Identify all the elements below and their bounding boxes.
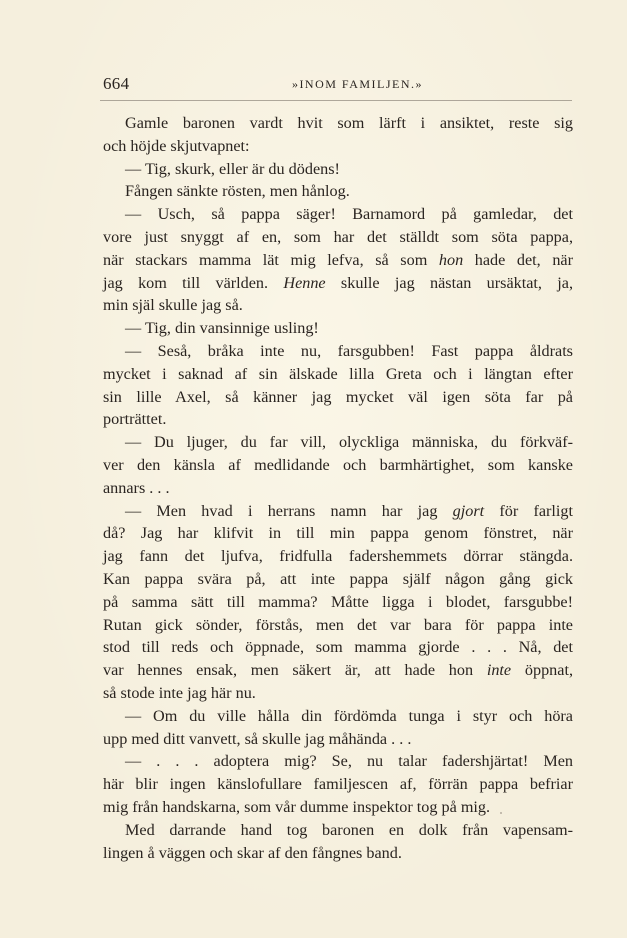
- header-rule: [100, 100, 572, 101]
- text-segment: hade det, när: [463, 250, 573, 269]
- text-line: Kan pappa svära på, att inte pappa själf någon gång gick: [103, 569, 573, 588]
- text-line: — Usch, så pappa säger! Barnamord på gamledar, det: [125, 205, 573, 224]
- text-line: jag fann det ljufva, fridfulla fadershemmets dörrar stängda.: [103, 547, 573, 566]
- text-line: Fången sänkte rösten, men hånlog.: [125, 182, 350, 201]
- page-number: 664: [103, 74, 130, 93]
- body-text: [103, 112, 573, 864]
- text-segment: öppnat,: [511, 661, 573, 680]
- text-line: — Om du ville hålla din fördömda tunga i styr och höra: [125, 706, 573, 725]
- text-line: — . . . adoptera mig? Se, nu talar fadershjärtat! Men: [125, 752, 573, 771]
- emphasized-word: hon: [438, 250, 464, 269]
- text-line: så stode inte jag här nu.: [103, 683, 256, 702]
- emphasized-word: gjort: [452, 501, 485, 520]
- text-segment: skulle jag nästan ursäktat, ja,: [325, 273, 573, 292]
- text-line: — Du ljuger, du far vill, olyckliga människa, du förkväf-: [125, 433, 573, 452]
- text-line: — Seså, bråka inte nu, farsgubben! Fast pappa åldrats: [125, 341, 573, 360]
- text-line: upp med ditt vanvett, så skulle jag måhända . . .: [103, 729, 412, 748]
- text-segment: jag kom till världen.: [103, 273, 284, 292]
- text-line: stod till reds och öppnade, som mamma gjorde . . . Nå, det: [103, 638, 573, 657]
- text-line: Med darrande hand tog baronen en dolk från vapensam-: [125, 820, 573, 839]
- text-line: vore just snyggt af en, som har det ställdt som söta pappa,: [103, 227, 573, 246]
- emphasized-word: inte: [486, 661, 512, 680]
- text-line: — Tig, skurk, eller är du dödens!: [125, 159, 340, 178]
- emphasized-word: Henne: [283, 273, 326, 292]
- text-line: [103, 500, 573, 523]
- text-line: lingen å väggen och skar af den fångnes band.: [103, 843, 402, 862]
- text-line: Rutan gick sönder, förstås, men det var bara för pappa inte: [103, 615, 573, 634]
- text-line: [103, 249, 573, 272]
- ink-speck: [500, 812, 502, 814]
- text-line: och höjde skjutvapnet:: [103, 136, 250, 155]
- running-title: »INOM FAMILJEN.»: [291, 77, 424, 91]
- text-segment: — Men hvad i herrans namn har jag: [125, 501, 453, 520]
- text-line: [103, 272, 573, 295]
- text-line: — Tig, din vansinnige usling!: [125, 319, 319, 338]
- text-segment: var hennes ensak, men säkert är, att hade hon: [103, 661, 487, 680]
- text-line: ver den känsla af medlidande och barmhärtighet, som kanske: [103, 455, 573, 474]
- text-line: sin lille Axel, så känner jag mycket väl igen söta far på: [103, 387, 573, 406]
- text-line: mycket i saknad af sin älskade lilla Greta och i längtan efter: [103, 364, 573, 383]
- text-line: Gamle baronen vardt hvit som lärft i ansiktet, reste sig: [125, 114, 573, 132]
- text-line: mig från handskarna, som vår dumme inspektor tog på mig.: [103, 797, 491, 816]
- page-header: [100, 74, 575, 100]
- text-line: då? Jag har klifvit in till min pappa genom fönstret, när: [103, 524, 573, 543]
- text-line: på samma sätt till mamma? Måtte ligga i blodet, farsgubbe!: [103, 592, 573, 611]
- text-segment: för farligt: [484, 501, 573, 520]
- text-line: porträttet.: [103, 410, 167, 429]
- text-line: annars . . .: [103, 478, 170, 497]
- text-segment: när stackars mamma lät mig lefva, så som: [103, 250, 439, 269]
- text-line: [103, 659, 573, 682]
- text-line: här blir ingen känslofullare familjescen af, förrän pappa befriar: [103, 775, 573, 794]
- text-line: min själ skulle jag så.: [103, 296, 243, 315]
